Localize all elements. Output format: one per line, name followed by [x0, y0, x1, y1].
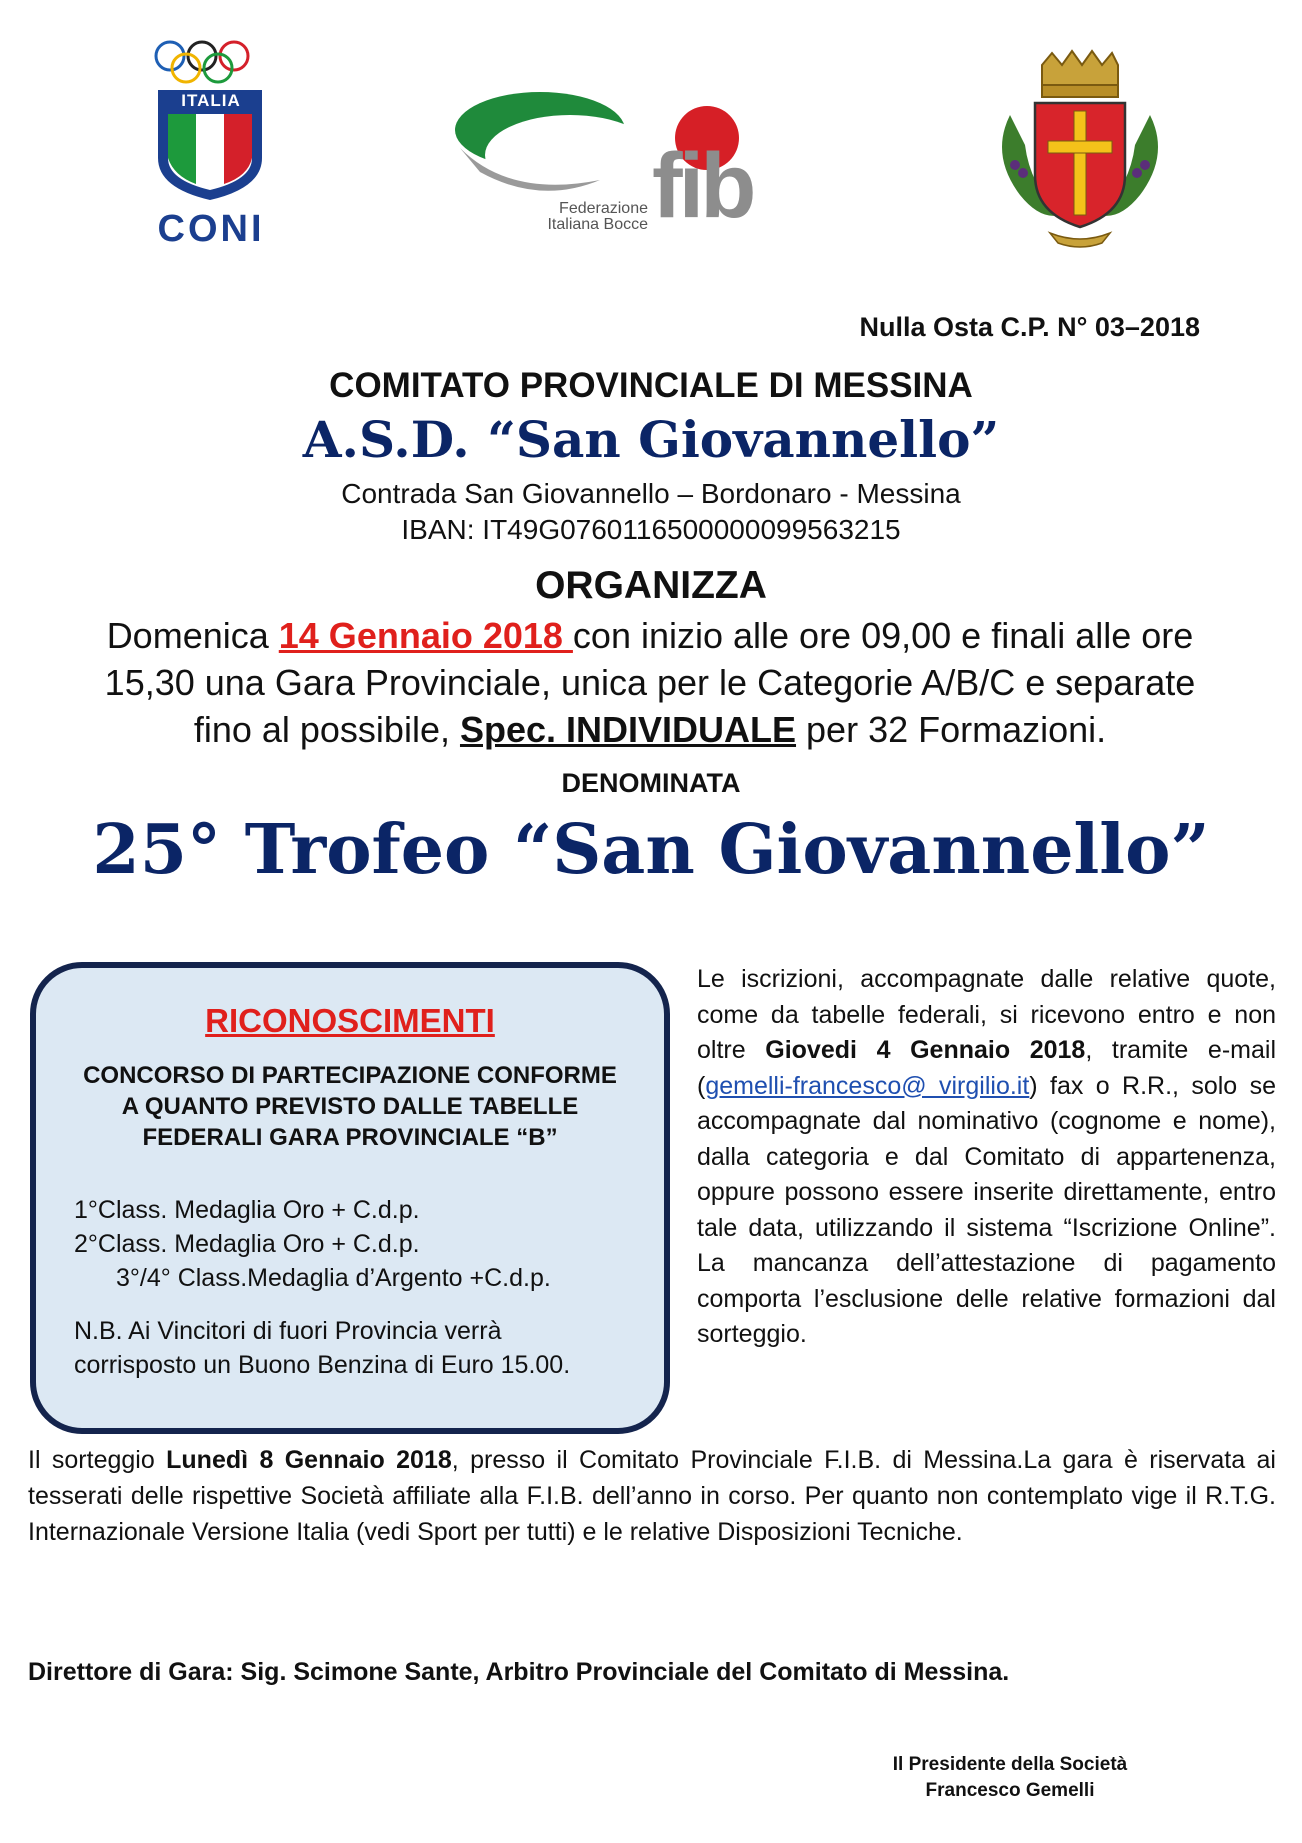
club-name: A.S.D. “San Giovannello” [302, 410, 1000, 469]
trofeo-title: 25° Trofeo “San Giovannello” [92, 810, 1210, 890]
firma-title: Il Presidente della Società [892, 1754, 1128, 1775]
organizza-line1: Domenica 14 Gennaio 2018 con inizio alle ore 09,00 e finali alle ore [106, 615, 1194, 656]
sorteggio-paragraph: Il sorteggio Lunedì 8 Gennaio 2018, presso il Comitato Provinciale F.I.B. di Messina.La gara è riservata ai tesserati delle rispettive Società affiliate alla F.I.B. dell’anno in corso. Per quanto non contemplato vige il R.T.G. Internazionale Versione Italia (vedi Sport per tutti) e le relative Disposizioni Tecniche. [28, 1446, 1276, 1546]
spec-individuale: Spec. INDIVIDUALE [459, 709, 797, 750]
committee-title: COMITATO PROVINCIALE DI MESSINA [329, 366, 973, 405]
prize-1: 1°Class. Medaglia Oro + C.d.p. [74, 1196, 420, 1224]
concorso-text: CONCORSO DI PARTECIPAZIONE CONFORME A QUANTO PREVISTO DALLE TABELLE FEDERALI GARA PROVINCIALE “B” [83, 1062, 617, 1151]
firma-name: Francesco Gemelli [925, 1780, 1095, 1801]
fib-line1: Federazione [559, 200, 648, 217]
riconoscimenti-box [30, 962, 670, 1434]
iscrizioni-paragraph: Le iscrizioni, accompagnate dalle relative quote, come da tabelle federali, si ricevono entro e non oltre Giovedi 4 Gennaio 2018, tramite e-mail (gemelli-francesco@ virgilio.it) fax o R.R., solo se accompagnate dal nominativo (cognome e nome), dalla categoria e dal Comitato di appartenenza, oppure possono essere inserite direttamente, entro tale data, utilizzando il sistema “Iscrizione Online”. La mancanza dell’attestazione di pagamento comporta l’esclusione delle relative formazioni dal sorteggio. [697, 965, 1276, 1348]
organizza-line2: 15,30 una Gara Provinciale, unica per le Categorie A/B/C e separate [104, 662, 1196, 703]
email-link[interactable]: gemelli-francesco@ virgilio.it [705, 1071, 1030, 1100]
club-iban: IBAN: IT49G0760116500000099563215 [401, 514, 901, 545]
prize-3: 3°/4° Class.Medaglia d’Argento +C.d.p. [116, 1264, 551, 1292]
denominata-label: DENOMINATA [561, 768, 741, 798]
iscrizioni-deadline: Giovedi 4 Gennaio 2018 [765, 1036, 1086, 1064]
coni-italia-text: ITALIA [181, 91, 241, 110]
organizza-line3: fino al possibile, Spec. INDIVIDUALE per 32 Formazioni. [193, 709, 1107, 750]
organizza-paragraph [30, 612, 1270, 753]
event-date: 14 Gennaio 2018 [278, 615, 573, 656]
firma-block [860, 1752, 1160, 1804]
direttore-gara: Direttore di Gara: Sig. Scimone Sante, Arbitro Provinciale del Comitato di Messina. [28, 1658, 1010, 1686]
fib-acronym: fib [652, 135, 753, 237]
club-address: Contrada San Giovannello – Bordonaro - Messina [341, 478, 961, 509]
nulla-osta: Nulla Osta C.P. N° 03–2018 [859, 312, 1200, 342]
coni-logo [140, 38, 300, 248]
prize-2: 2°Class. Medaglia Oro + C.d.p. [74, 1230, 420, 1258]
coni-text: CONI [157, 208, 265, 250]
fib-logo [420, 80, 870, 240]
messina-coat-of-arms [990, 45, 1170, 250]
organizza-heading: ORGANIZZA [535, 564, 767, 607]
sorteggio-date: Lunedì 8 Gennaio 2018 [166, 1446, 452, 1474]
riconoscimenti-title: RICONOSCIMENTI [205, 1002, 495, 1039]
fib-line2: Italiana Bocce [547, 216, 648, 233]
nb-text: N.B. Ai Vincitori di fuori Provincia verrà corrisposto un Buono Benzina di Euro 15.00. [74, 1317, 571, 1379]
